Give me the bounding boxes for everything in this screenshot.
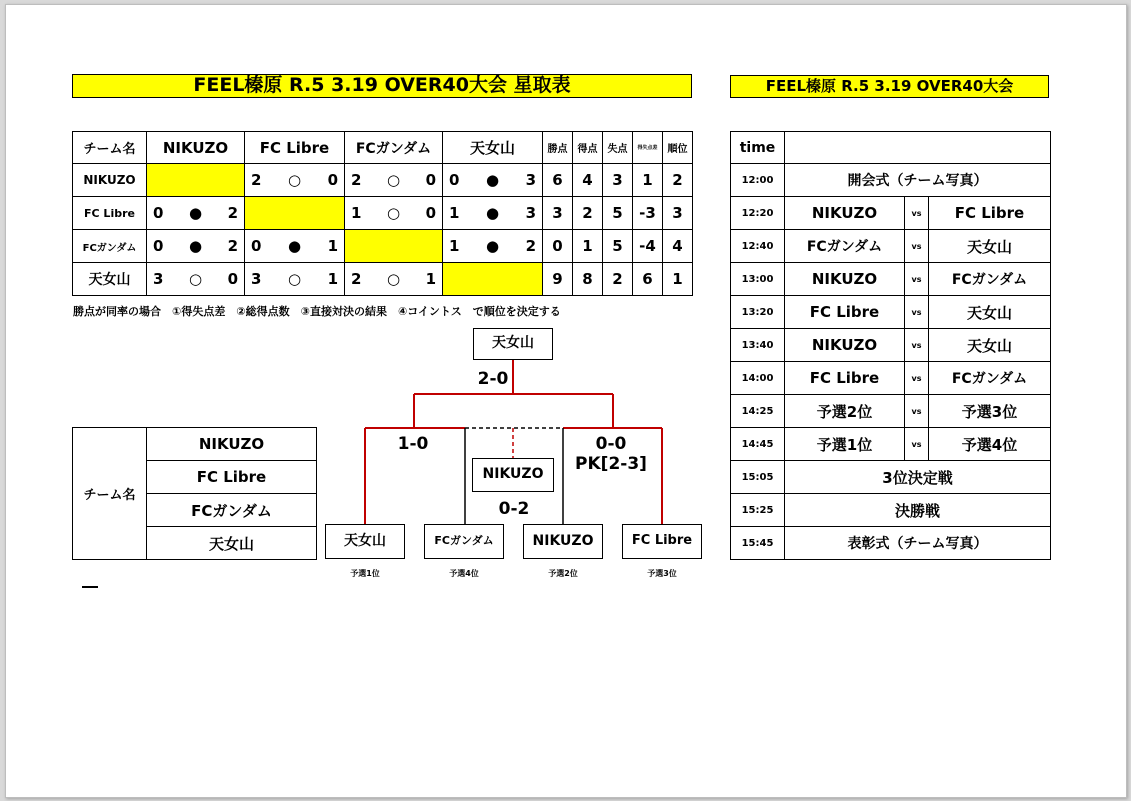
schedule-row	[731, 461, 1051, 494]
goal-diff-cell: 6	[633, 263, 663, 296]
col-goals-for: 得点	[573, 132, 603, 164]
result-cell: 3 ○ 0	[147, 263, 245, 296]
home-team-cell: 予選1位	[785, 428, 905, 461]
time-cell: 15:25	[731, 494, 785, 527]
goals-for-cell: 4	[573, 164, 603, 197]
event-cell: 3位決定戦	[785, 461, 1051, 494]
team-list-item: FC Libre	[147, 461, 317, 494]
team-list-item: 天女山	[147, 527, 317, 560]
semi2-score: 0-0	[595, 434, 627, 454]
home-team-cell: NIKUZO	[785, 263, 905, 296]
home-team-cell: NIKUZO	[785, 329, 905, 362]
schedule-header-row	[731, 132, 1051, 164]
goals-for-cell: 2	[573, 197, 603, 230]
home-team-cell: FC Libre	[785, 296, 905, 329]
vs-cell: vs	[905, 362, 929, 395]
time-cell: 13:40	[731, 329, 785, 362]
away-team-cell: FCガンダム	[929, 362, 1051, 395]
away-team-cell: 天女山	[929, 296, 1051, 329]
away-team-cell: 天女山	[929, 329, 1051, 362]
time-cell: 15:05	[731, 461, 785, 494]
time-cell: 14:45	[731, 428, 785, 461]
col-goals-against: 失点	[603, 132, 633, 164]
rank-cell: 4	[663, 230, 693, 263]
event-cell: 表彰式（チーム写真）	[785, 527, 1051, 560]
schedule-row	[731, 164, 1051, 197]
result-cell: 1 ● 2	[443, 230, 543, 263]
rank-cell: 2	[663, 164, 693, 197]
time-cell: 13:20	[731, 296, 785, 329]
champion-box: 天女山	[473, 328, 553, 360]
tiebreak-note: 勝点が同率の場合 ①得失点差 ②総得点数 ③直接対決の結果 ④コイントス で順位を決定する	[73, 305, 561, 318]
row-team-name: 天女山	[73, 263, 147, 296]
bracket-slot-2: FCガンダム	[424, 524, 504, 559]
points-cell: 0	[543, 230, 573, 263]
goals-for-cell: 8	[573, 263, 603, 296]
goals-for-cell: 1	[573, 230, 603, 263]
bracket-slot-4: FC Libre	[622, 524, 702, 559]
third-place-score: 0-2	[498, 499, 530, 519]
away-team-cell: 予選4位	[929, 428, 1051, 461]
goals-against-cell: 3	[603, 164, 633, 197]
seed-label: 予選4位	[449, 569, 479, 578]
vs-cell: vs	[905, 329, 929, 362]
points-cell: 9	[543, 263, 573, 296]
schedule-row	[731, 395, 1051, 428]
semi2-pk: PK[2-3]	[575, 454, 647, 474]
schedule-row	[731, 197, 1051, 230]
row-team-name: FC Libre	[73, 197, 147, 230]
goal-diff-cell: -4	[633, 230, 663, 263]
away-team-cell: FC Libre	[929, 197, 1051, 230]
time-cell: 15:45	[731, 527, 785, 560]
time-cell: 12:00	[731, 164, 785, 197]
goal-diff-cell: -3	[633, 197, 663, 230]
result-cell: 2 ○ 1	[345, 263, 443, 296]
col-team-3: FCガンダム	[345, 132, 443, 164]
col-team-1: NIKUZO	[147, 132, 245, 164]
row-team-name: FCガンダム	[73, 230, 147, 263]
schedule-row	[731, 362, 1051, 395]
result-cell: 1 ● 3	[443, 197, 543, 230]
rank-cell: 3	[663, 197, 693, 230]
points-cell: 6	[543, 164, 573, 197]
home-team-cell: NIKUZO	[785, 197, 905, 230]
home-team-cell: FC Libre	[785, 362, 905, 395]
team-header: チーム名	[73, 132, 147, 164]
schedule-row	[731, 329, 1051, 362]
result-cell: 0 ● 1	[245, 230, 345, 263]
schedule-row	[731, 230, 1051, 263]
away-team-cell: 予選3位	[929, 395, 1051, 428]
time-cell: 14:00	[731, 362, 785, 395]
away-team-cell: FCガンダム	[929, 263, 1051, 296]
schedule-row	[731, 428, 1051, 461]
vs-cell: vs	[905, 395, 929, 428]
seed-label: 予選3位	[647, 569, 677, 578]
result-cell: 0 ● 2	[147, 230, 245, 263]
rank-cell: 1	[663, 263, 693, 296]
vs-cell: vs	[905, 230, 929, 263]
time-cell: 12:20	[731, 197, 785, 230]
vs-cell: vs	[905, 263, 929, 296]
team-list-item: NIKUZO	[147, 428, 317, 461]
points-cell: 3	[543, 197, 573, 230]
final-score: 2-0	[477, 369, 509, 389]
team-list-label: チーム名	[73, 428, 147, 560]
time-cell: 13:00	[731, 263, 785, 296]
page-title: FEEL榛原 R.5 3.19 OVER40大会 星取表	[72, 74, 692, 98]
col-rank: 順位	[663, 132, 693, 164]
col-goal-diff: 得失点差	[633, 132, 663, 164]
semi1-score: 1-0	[397, 434, 429, 454]
vs-cell: vs	[905, 197, 929, 230]
away-team-cell: 天女山	[929, 230, 1051, 263]
time-header: time	[731, 132, 785, 164]
dash-mark	[82, 586, 98, 588]
time-cell: 12:40	[731, 230, 785, 263]
home-team-cell: FCガンダム	[785, 230, 905, 263]
col-team-2: FC Libre	[245, 132, 345, 164]
schedule-table	[730, 131, 1051, 560]
result-cell: 2 ○ 0	[345, 164, 443, 197]
home-team-cell: 予選2位	[785, 395, 905, 428]
time-cell: 14:25	[731, 395, 785, 428]
col-points: 勝点	[543, 132, 573, 164]
vs-cell: vs	[905, 296, 929, 329]
result-cell: 0 ● 3	[443, 164, 543, 197]
event-cell: 開会式（チーム写真）	[785, 164, 1051, 197]
vs-cell: vs	[905, 428, 929, 461]
result-cell: 1 ○ 0	[345, 197, 443, 230]
schedule-row	[731, 494, 1051, 527]
schedule-row	[731, 263, 1051, 296]
seed-label: 予選2位	[548, 569, 578, 578]
event-cell: 決勝戦	[785, 494, 1051, 527]
goal-diff-cell: 1	[633, 164, 663, 197]
schedule-row	[731, 527, 1051, 560]
bracket-slot-3: NIKUZO	[523, 524, 603, 559]
schedule-title: FEEL榛原 R.5 3.19 OVER40大会	[730, 75, 1049, 98]
team-list-item: FCガンダム	[147, 494, 317, 527]
result-cell: 3 ○ 1	[245, 263, 345, 296]
goals-against-cell: 5	[603, 197, 633, 230]
schedule-row	[731, 296, 1051, 329]
match-header	[785, 132, 1051, 164]
goals-against-cell: 2	[603, 263, 633, 296]
bracket-slot-1: 天女山	[325, 524, 405, 559]
row-team-name: NIKUZO	[73, 164, 147, 197]
result-cell: 0 ● 2	[147, 197, 245, 230]
col-team-4: 天女山	[443, 132, 543, 164]
goals-against-cell: 5	[603, 230, 633, 263]
third-place-box: NIKUZO	[472, 458, 554, 492]
result-cell: 2 ○ 0	[245, 164, 345, 197]
seed-label: 予選1位	[350, 569, 380, 578]
